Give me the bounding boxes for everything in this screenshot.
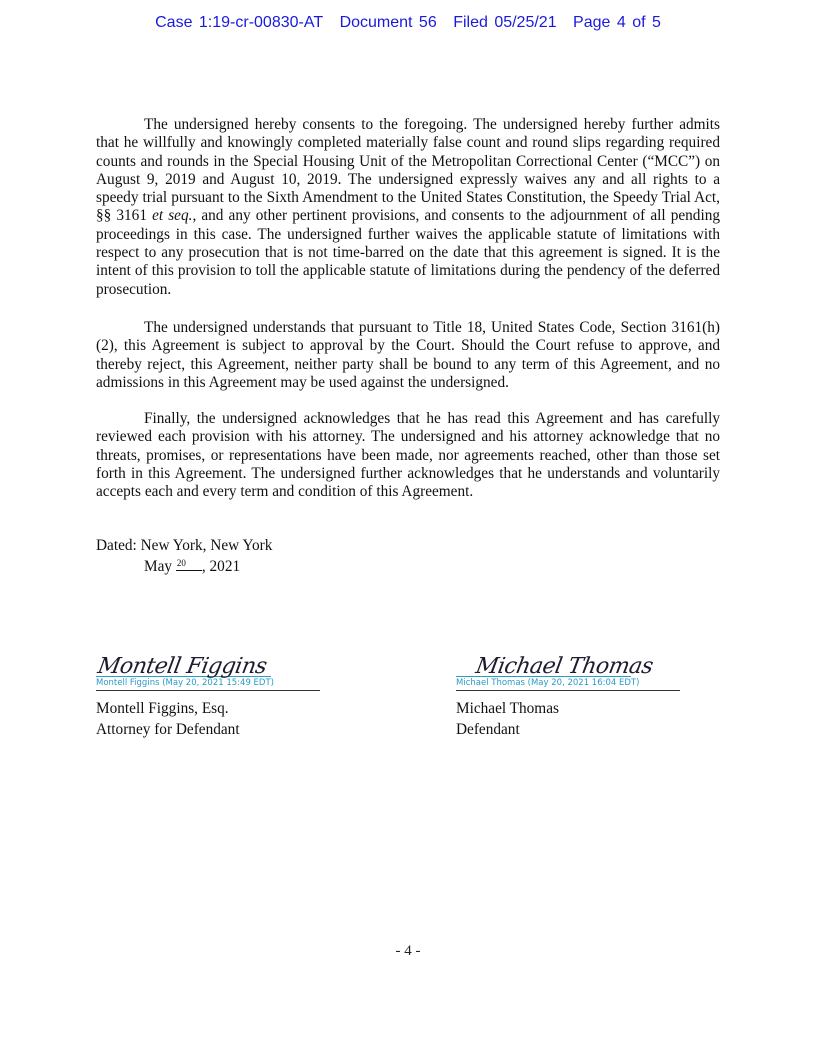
signature-script: Michael Thomas [473,654,655,679]
page-number: - 4 - [395,943,421,959]
signature-rule [96,690,320,691]
signature-timestamp: Michael Thomas (May 20, 2021 16:04 EDT) [456,678,640,688]
dated-label: Dated: [96,537,137,554]
dated-place: New York, New York [140,537,273,554]
signer-name: Michael Thomas [456,700,559,717]
paragraph-approval [96,319,720,392]
dated-year: , 2021 [201,557,241,575]
dated-month: May [144,557,176,575]
signature-field-defendant[interactable] [456,646,686,679]
signature-block-defendant [456,646,686,740]
paragraph-text: The undersigned understands that pursuant to Title 18, United States Code, Section 3161(h)(2), this Agreement is subject to approval by the Court. Should the Court refuse to approve, and thereby reject, this Agreement, neither party shall be bound to any term of this Agreement, and no admissions in this Agreement may be used against the undersigned. [96,319,720,391]
signature-timestamp: Montell Figgins (May 20, 2021 15:49 EDT) [96,678,274,688]
dated-block [96,536,272,576]
signature-block-attorney [96,646,326,740]
italic-citation: et seq. [152,207,193,225]
signature-field-attorney[interactable] [95,646,326,679]
signature-rule [456,690,680,691]
paragraph-consent [96,116,720,299]
paragraph-acknowledgment [96,410,720,501]
signature-script: Montell Figgins [95,654,269,679]
page-indicator: Page 4 of 5 [573,14,661,31]
filed-date: Filed 05/25/21 [453,14,557,31]
day-value: 20 [176,557,186,568]
paragraph-text: , and any other pertinent provisions, and consents to the adjournment of all pending proceedings in this case. The undersigned further waives the applicable statute of limitations with respect to any prosecution that is not time-barred on the date that this agreement is signed. It is the intent of this provision to toll the applicable statute of limitations during the pendency of the deferred prosecution. [96,207,720,298]
day-field[interactable] [176,556,202,571]
paragraph-text: Finally, the undersigned acknowledges that he has read this Agreement and has carefully reviewed each provision with his attorney. The undersigned and his attorney acknowledge that no threats, promises, or representations have been made, nor agreements reached, other than those set forth in this Agreement. The undersigned further acknowledges that he understands and voluntarily accepts each and every term and condition of this Agreement. [96,410,720,501]
document-number: Document 56 [339,14,437,31]
case-header [0,14,816,32]
paragraph-text: The undersigned hereby consents to the foregoing. The undersigned hereby further admits that he willfully and knowingly completed materially false count and round slips regarding required counts and rounds in the Special Housing Unit of the Metropolitan Correctional Center (“MCC”) on August 9, 2019 and August 10, 2019. The undersigned expressly waives any and all rights to a speedy trial pursuant to the Sixth Amendment to the United States Constitution, the Speedy Trial Act, §§ 3161 [96,116,720,225]
signer-name: Montell Figgins, Esq. [96,700,229,717]
signer-title: Defendant [456,721,520,738]
case-number: Case 1:19-cr-00830-AT [155,14,324,31]
signer-title: Attorney for Defendant [96,721,240,738]
